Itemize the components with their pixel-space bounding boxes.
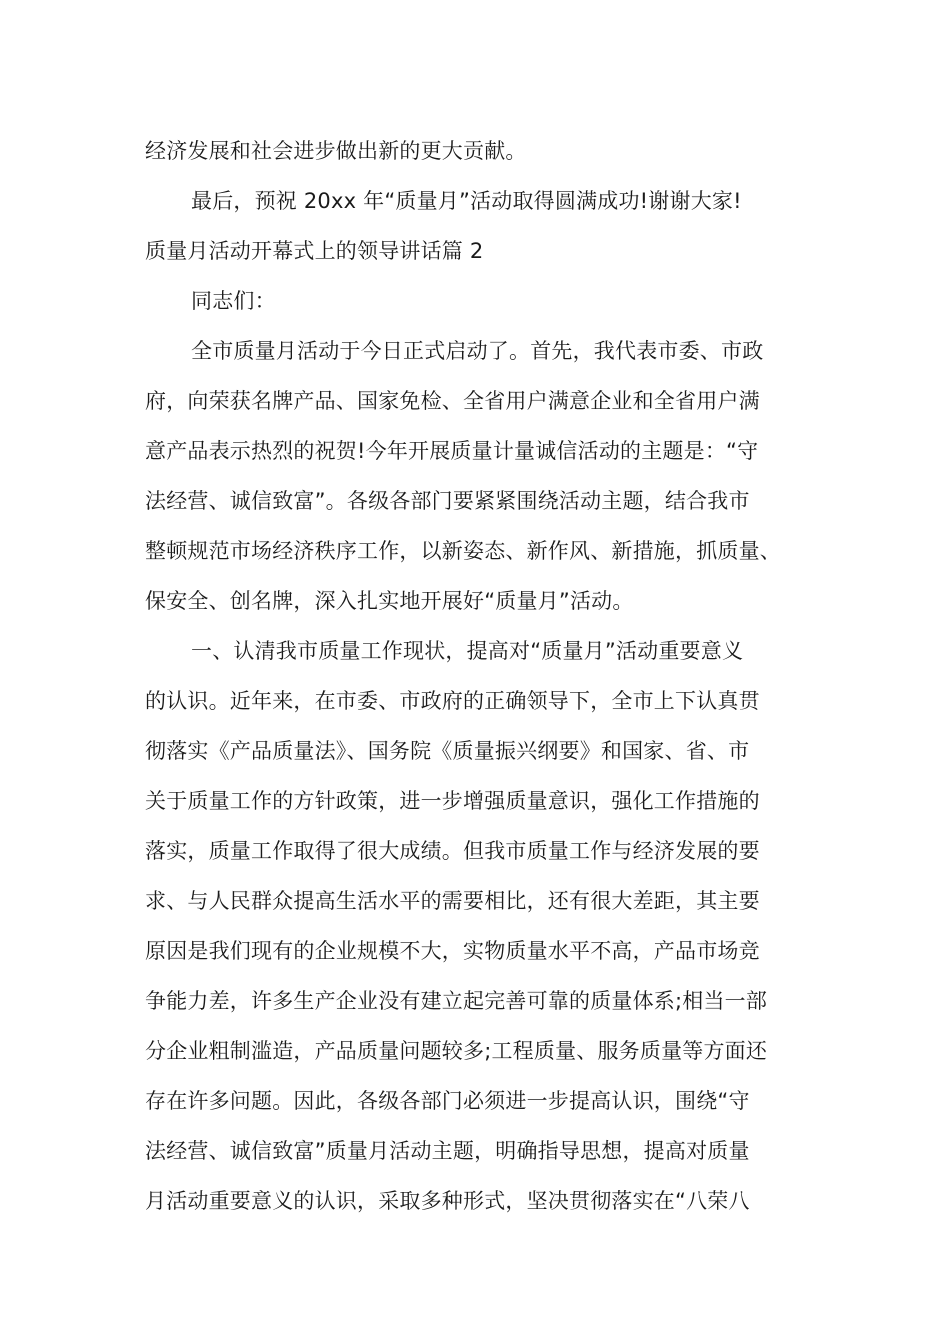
text-line-10: 保安全、创名牌，深入扎实地开展好“质量月”活动。 (145, 589, 634, 613)
text-line-7: 意产品表示热烈的祝贺!今年开展质量计量诚信活动的主题是：“守 (145, 439, 759, 463)
text-line-16: 求、与人民群众提高生活水平的需要相比，还有很大差距，其主要 (145, 889, 760, 913)
text-line-14: 关于质量工作的方针政策，进一步增强质量意识，强化工作措施的 (145, 789, 760, 813)
text-line-17: 原因是我们现有的企业规模不大，实物质量水平不高，产品市场竞 (145, 939, 760, 963)
text-line-18: 争能力差，许多生产企业没有建立起完善可靠的质量体系;相当一部 (145, 989, 768, 1013)
text-line-12: 的认识。近年来，在市委、市政府的正确领导下，全市上下认真贯 (145, 689, 760, 713)
text-line-15: 落实，质量工作取得了很大成绩。但我市质量工作与经济发展的要 (145, 839, 760, 863)
text-line-21: 法经营、诚信致富”质量月活动主题，明确指导思想，提高对质量 (145, 1139, 750, 1163)
text-line-13: 彻落实《产品质量法》、国务院《质量振兴纲要》和国家、省、市 (145, 739, 750, 763)
text-line-11: 一、认清我市质量工作现状，提高对“质量月”活动重要意义 (191, 639, 744, 663)
text-line-2: 最后，预祝 20xx 年“质量月”活动取得圆满成功!谢谢大家! (191, 189, 742, 213)
text-line-22: 月活动重要意义的认识，采取多种形式，坚决贯彻落实在“八荣八 (145, 1189, 750, 1213)
text-line-9: 整顿规范市场经济秩序工作，以新姿态、新作风、新措施，抓质量、 (145, 539, 781, 563)
document-page (145, 126, 815, 1226)
salutation: 同志们： (191, 289, 276, 313)
text-line-1: 经济发展和社会进步做出新的更大贡献。 (145, 139, 527, 163)
text-line-19: 分企业粗制滥造，产品质量问题较多;工程质量、服务质量等方面还 (145, 1039, 768, 1063)
text-line-8: 法经营、诚信致富”。各级各部门要紧紧围绕活动主题，结合我市 (145, 489, 750, 513)
text-line-6: 府，向荣获名牌产品、国家免检、全省用户满意企业和全省用户满 (145, 389, 760, 413)
text-line-5: 全市质量月活动于今日正式启动了。首先，我代表市委、市政 (191, 339, 764, 363)
text-line-20: 存在许多问题。因此，各级各部门必须进一步提高认识，围绕“守 (145, 1089, 750, 1113)
section-heading: 质量月活动开幕式上的领导讲话篇 2 (145, 239, 484, 263)
